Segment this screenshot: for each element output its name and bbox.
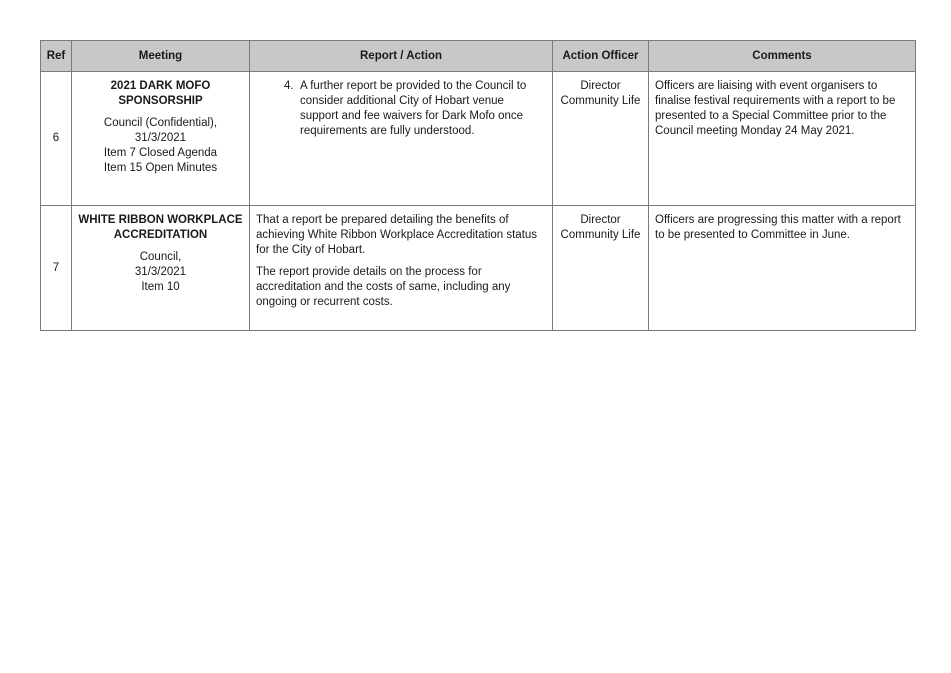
meeting-line: Council (Confidential), (103, 117, 218, 129)
meeting-line: 31/3/2021 (134, 132, 187, 144)
meeting-line: 31/3/2021 (134, 266, 187, 278)
header-action-officer: Action Officer (553, 41, 649, 72)
meeting-line: Item 7 Closed Agenda (103, 147, 218, 159)
table-row (41, 72, 916, 206)
header-ref: Ref (41, 41, 72, 72)
table-row (41, 206, 916, 331)
item-number: 4. (284, 80, 294, 92)
header-report-action: Report / Action (250, 41, 553, 72)
action-officer-cell: Director Community Life (553, 72, 649, 206)
header-meeting: Meeting (72, 41, 250, 72)
comments-cell: Officers are progressing this matter with a report to be presented to Committee in June. (649, 206, 916, 331)
meeting-title: 2021 DARK MOFO SPONSORSHIP (110, 80, 211, 107)
report-paragraph: The report provide details on the process for accreditation and the costs of same, including any ongoing or recurrent costs. (256, 266, 511, 308)
meeting-line: Item 15 Open Minutes (103, 162, 218, 174)
report-action-cell (250, 72, 553, 206)
meeting-cell (72, 72, 250, 206)
report-action-cell (250, 206, 553, 331)
action-table (40, 40, 916, 331)
table-header-row (41, 41, 916, 72)
numbered-item (256, 79, 544, 139)
meeting-line: Item 10 (141, 281, 180, 293)
report-paragraph: That a report be prepared detailing the benefits of achieving White Ribbon Workplace Accreditation status for the City of Hobart. (256, 214, 538, 256)
ref-cell: 7 (41, 206, 72, 331)
ref-cell: 6 (41, 72, 72, 206)
meeting-cell (72, 206, 250, 331)
header-comments: Comments (649, 41, 916, 72)
meeting-title: WHITE RIBBON WORKPLACE ACCREDITATION (78, 214, 243, 241)
action-officer-cell: Director Community Life (553, 206, 649, 331)
comments-cell: Officers are liaising with event organisers to finalise festival requirements with a report to be presented to a Special Committee prior to the Council meeting Monday 24 May 2021. (649, 72, 916, 206)
item-text: A further report be provided to the Council to consider additional City of Hobart venue support and fee waivers for Dark Mofo once requirements are fully understood. (300, 80, 527, 137)
meeting-line: Council, (139, 251, 182, 263)
